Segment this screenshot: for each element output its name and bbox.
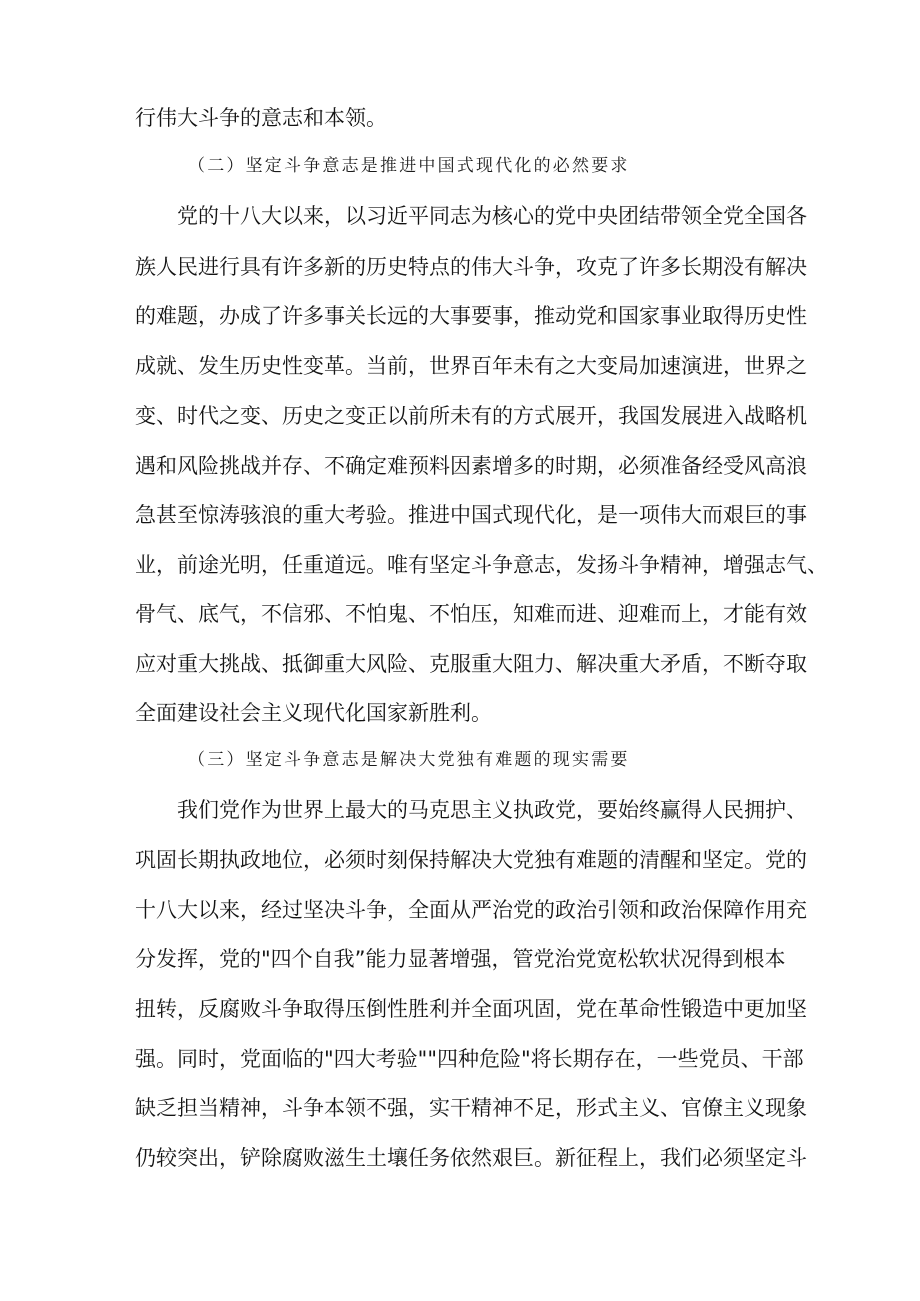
paragraph-line: 业，前途光明，任重道远。唯有坚定斗争意志，发扬斗争精神，增强志气、: [135, 553, 828, 577]
paragraph-fragment-top: 行伟大斗争的意志和本领。: [135, 106, 387, 130]
paragraph-line: 强。同时，党面临的"四大考验""四种危险"将长期存在，一些党员、干部: [135, 1047, 804, 1071]
paragraph-line: 变、时代之变、历史之变正以前所未有的方式展开，我国发展进入战略机: [135, 404, 807, 428]
paragraph-line: 十八大以来，经过坚决斗争，全面从严治党的政治引领和政治保障作用充: [135, 898, 807, 922]
paragraph-line: 全面建设社会主义现代化国家新胜利。: [135, 701, 492, 725]
section-heading-2: （二）坚定斗争意志是推进中国式现代化的必然要求: [188, 156, 630, 176]
paragraph-line: 扭转，反腐败斗争取得压倒性胜利并全面巩固，党在革命性锻造中更加坚: [135, 997, 807, 1021]
paragraph-line: 急甚至惊涛骇浪的重大考验。推进中国式现代化，是一项伟大而艰巨的事: [135, 503, 807, 527]
paragraph-line: 巩固长期执政地位，必须时刻保持解决大党独有难题的清醒和坚定。党的: [135, 848, 807, 872]
paragraph-line: 族人民进行具有许多新的历史特点的伟大斗争，攻克了许多长期没有解决: [135, 255, 807, 279]
paragraph-line: 骨气、底气，不信邪、不怕鬼、不怕压，知难而进、迎难而上，才能有效: [135, 602, 807, 626]
paragraph-line: 成就、发生历史性变革。当前，世界百年未有之大变局加速演进，世界之: [135, 354, 807, 378]
paragraph-line: 党的十八大以来，以习近平同志为核心的党中央团结带领全党全国各: [177, 204, 807, 228]
paragraph-line: 应对重大挑战、抵御重大风险、克服重大阻力、解决重大矛盾，不断夺取: [135, 652, 807, 676]
paragraph-line: 仍较突出，铲除腐败滋生土壤任务依然艰巨。新征程上，我们必须坚定斗: [135, 1146, 807, 1170]
paragraph-line: 缺乏担当精神，斗争本领不强，实干精神不足，形式主义、官僚主义现象: [135, 1096, 807, 1120]
paragraph-line: 我们党作为世界上最大的马克思主义执政党，要始终赢得人民拥护、: [177, 798, 807, 822]
paragraph-line: 的难题，办成了许多事关长远的大事要事，推动党和国家事业取得历史性: [135, 304, 807, 328]
paragraph-line: 分发挥，党的"四个自我”能力显著增强，管党治党宽松软状况得到根本: [135, 947, 786, 971]
section-heading-3: （三）坚定斗争意志是解决大党独有难题的现实需要: [188, 750, 630, 770]
paragraph-line: 遇和风险挑战并存、不确定难预料因素增多的时期，必须准备经受风高浪: [135, 454, 807, 478]
